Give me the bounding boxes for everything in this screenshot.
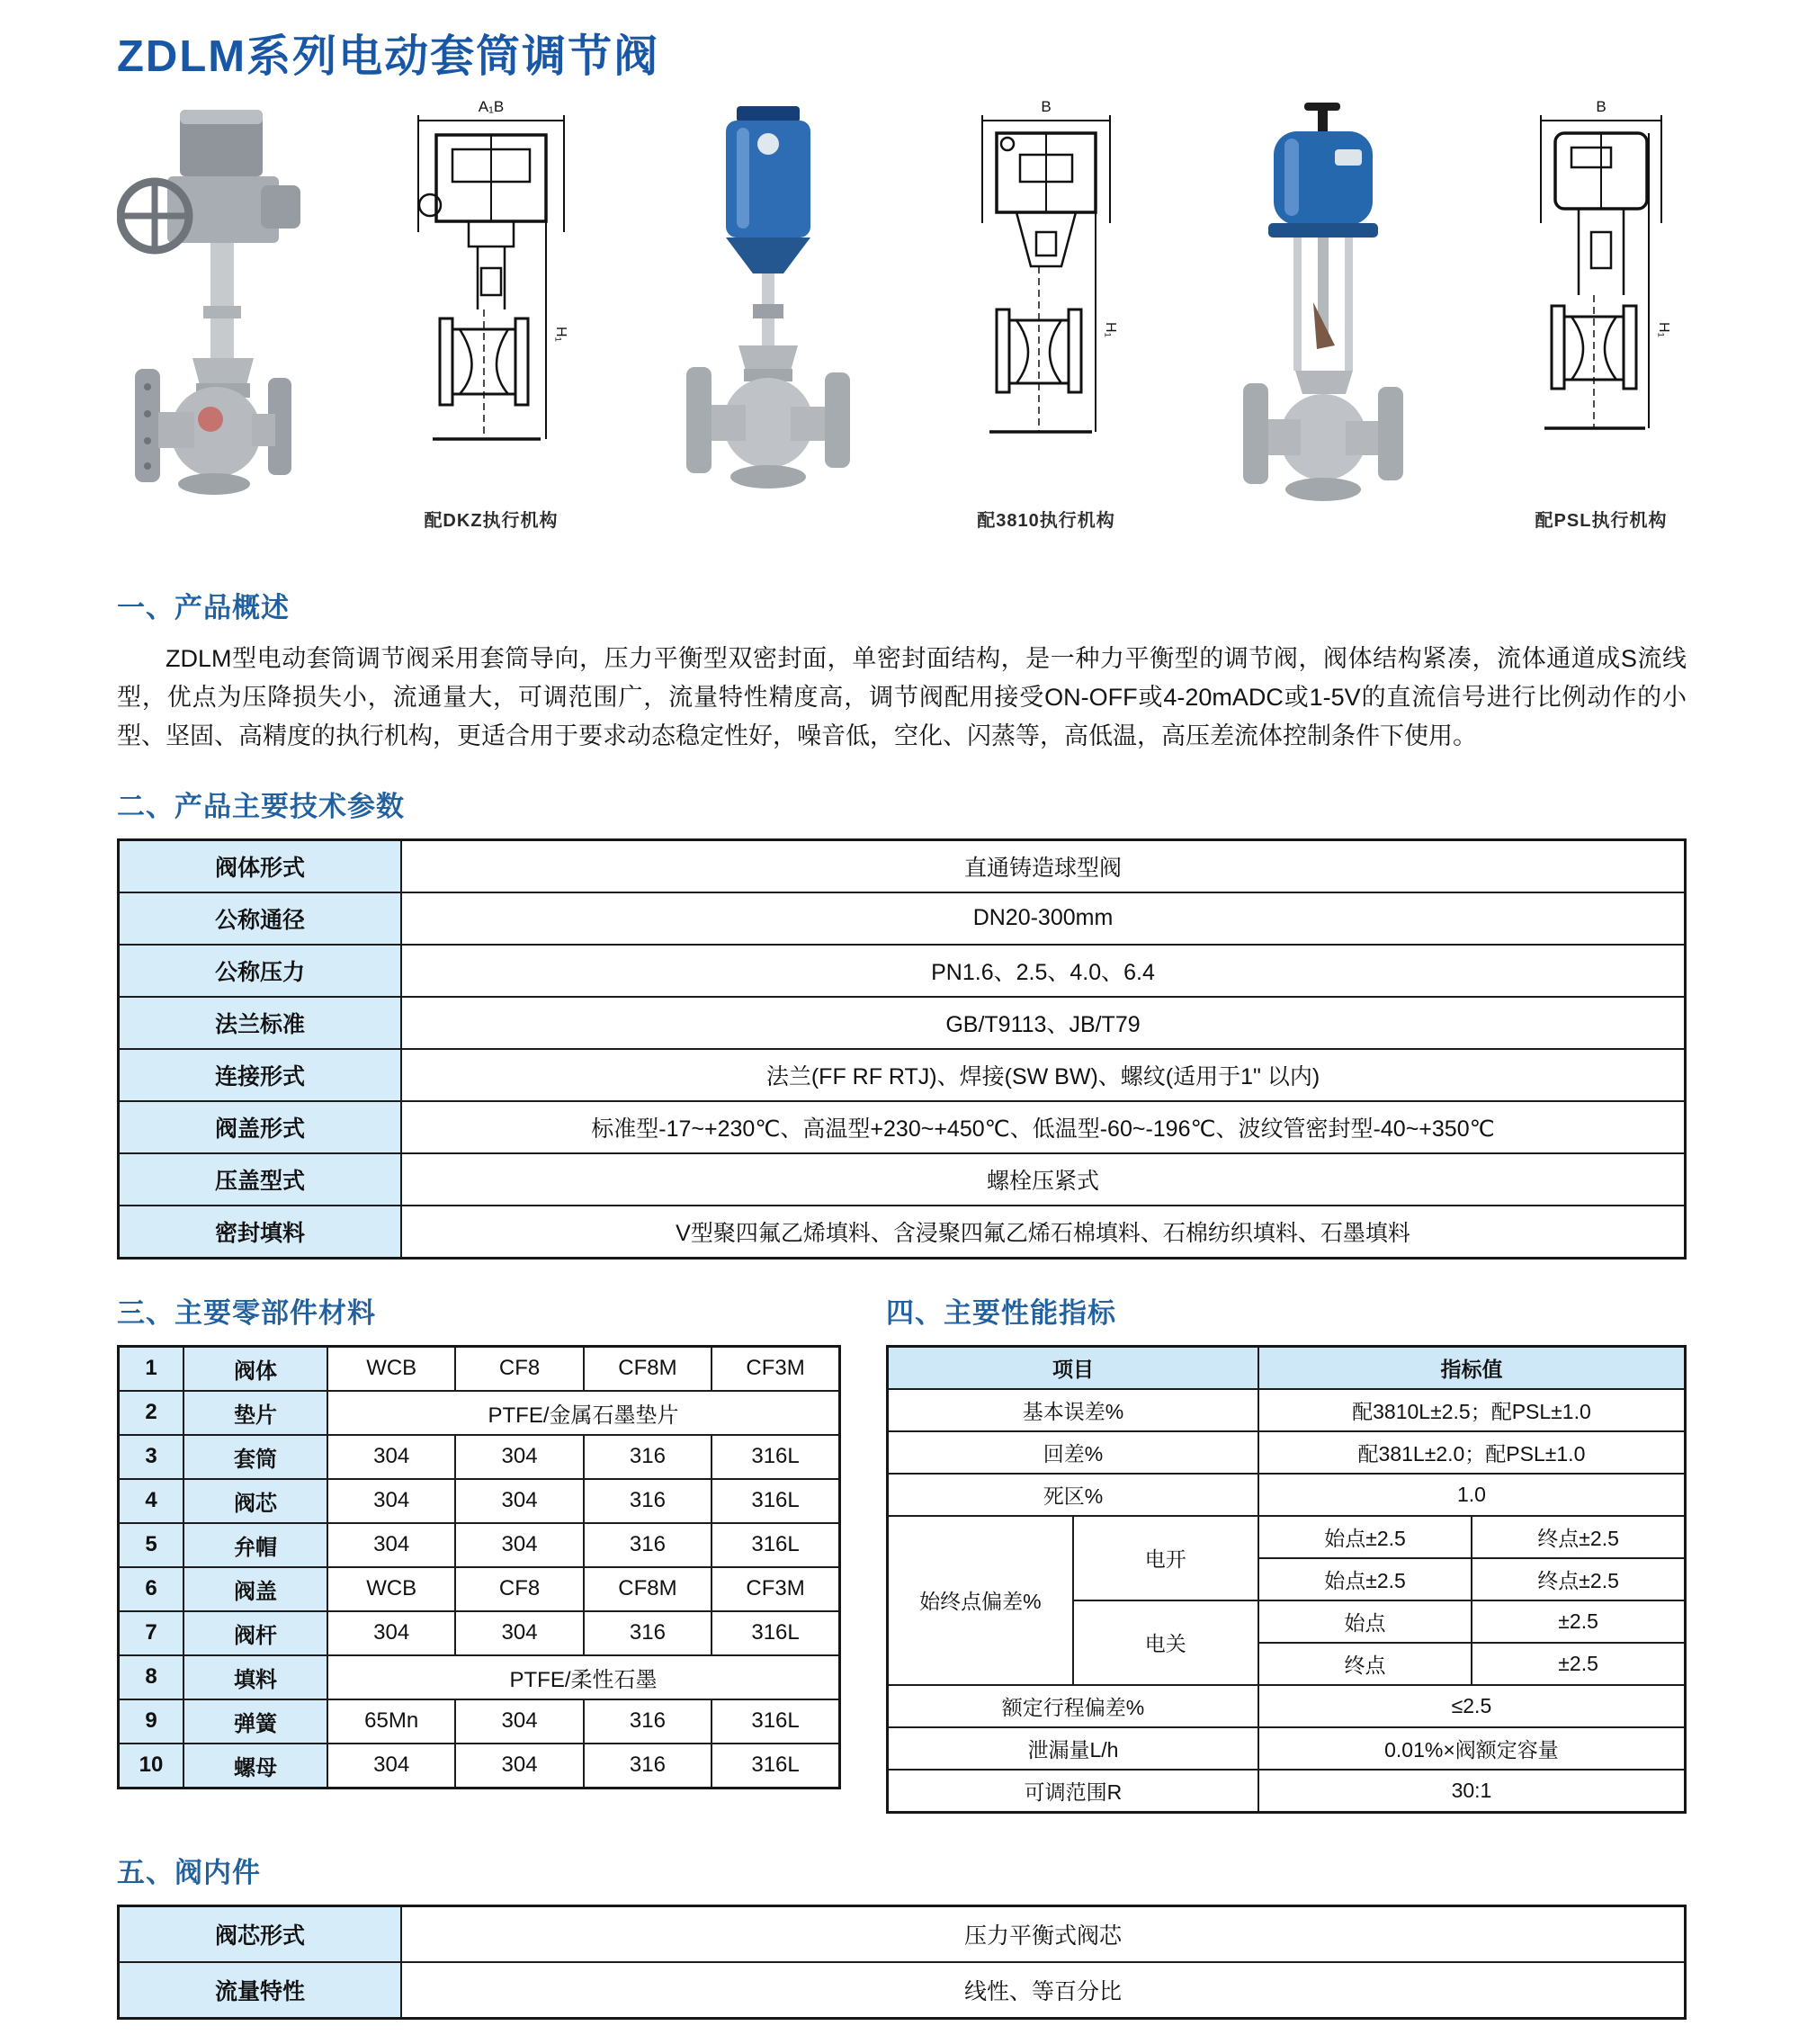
svg-text:B: B: [1041, 98, 1052, 115]
drawing-caption: 配DKZ执行机构: [424, 511, 559, 531]
material-cell: 304: [327, 1523, 455, 1567]
material-cell: WCB: [327, 1567, 455, 1611]
drawing-caption: 配PSL执行机构: [1535, 511, 1668, 531]
section-4-heading: 四、主要性能指标: [886, 1296, 1116, 1329]
table-row: [888, 1346, 1686, 1389]
perf-label-cell: 回差%: [888, 1431, 1258, 1474]
perf-label-cell: 泄漏量L/h: [888, 1727, 1258, 1770]
performance-table: [886, 1345, 1687, 1814]
table-row: [888, 1474, 1686, 1516]
table-row: [119, 1611, 840, 1655]
dimension-drawing-psl: [1516, 97, 1687, 532]
table-row: [888, 1727, 1686, 1770]
internal-value-cell: 线性、等百分比: [401, 1962, 1686, 2019]
material-name-cell: 弁帽: [183, 1523, 327, 1567]
material-name-cell: 螺母: [183, 1744, 327, 1788]
table-row: [888, 1389, 1686, 1431]
material-no-cell: 8: [119, 1655, 184, 1699]
perf-value-cell: 1.0: [1258, 1474, 1686, 1516]
material-cell: 304: [455, 1744, 583, 1788]
material-no-cell: 6: [119, 1567, 184, 1611]
perf-value-cell: 终点±2.5: [1472, 1558, 1685, 1600]
material-no-cell: 7: [119, 1611, 184, 1655]
internal-label-cell: 流量特性: [119, 1962, 402, 2019]
table-row: [119, 1905, 1686, 1962]
param-label-cell: 公称通径: [119, 892, 402, 945]
table-row: [119, 1101, 1686, 1153]
materials-table: [117, 1345, 841, 1789]
perf-value-cell: ±2.5: [1472, 1643, 1685, 1685]
table-row: [119, 1962, 1686, 2019]
param-label-cell: 法兰标准: [119, 997, 402, 1049]
material-cell: 304: [455, 1435, 583, 1479]
perf-sub-cell: 始点±2.5: [1258, 1516, 1472, 1558]
perf-label-cell: 可调范围R: [888, 1770, 1258, 1813]
material-no-cell: 5: [119, 1523, 184, 1567]
material-cell: 316L: [712, 1523, 839, 1567]
material-name-cell: 填料: [183, 1655, 327, 1699]
material-cell: 316L: [712, 1744, 839, 1788]
table-row: [119, 892, 1686, 945]
param-value-cell: 螺栓压紧式: [401, 1153, 1686, 1206]
valve-photo-dkz-image: [117, 97, 310, 527]
table-row: [119, 997, 1686, 1049]
param-label-cell: 压盖型式: [119, 1153, 402, 1206]
perf-value-cell: 30:1: [1258, 1770, 1686, 1813]
valve-photo-dkz: [117, 97, 310, 527]
material-cell: 316L: [712, 1611, 839, 1655]
material-name-cell: 阀体: [183, 1346, 327, 1391]
perf-close-label-cell: 电关: [1073, 1600, 1258, 1685]
table-row: [119, 1699, 840, 1744]
material-no-cell: 2: [119, 1391, 184, 1435]
svg-text:H₁: H₁: [1103, 322, 1118, 337]
internal-label-cell: 阀芯形式: [119, 1905, 402, 1962]
material-cell: 316: [584, 1611, 712, 1655]
table-row: [119, 1523, 840, 1567]
section-5-heading: 五、阀内件: [117, 1856, 261, 1888]
dimension-drawing-psl-image: [1516, 97, 1687, 502]
material-cell: CF8M: [584, 1346, 712, 1391]
material-cell: 316L: [712, 1699, 839, 1744]
material-no-cell: 10: [119, 1744, 184, 1788]
internal-value-cell: 压力平衡式阀芯: [401, 1905, 1686, 1962]
table-row: [119, 1435, 840, 1479]
material-cell: 316: [584, 1699, 712, 1744]
perf-value-cell: 配381L±2.0；配PSL±1.0: [1258, 1431, 1686, 1474]
svg-text:B: B: [1596, 98, 1607, 115]
material-cell: CF8M: [584, 1567, 712, 1611]
param-value-cell: PN1.6、2.5、4.0、6.4: [401, 945, 1686, 997]
material-cell: 304: [327, 1611, 455, 1655]
material-cell: 304: [327, 1435, 455, 1479]
table-row: [119, 1479, 840, 1523]
product-overview-paragraph: ZDLM型电动套筒调节阀采用套筒导向，压力平衡型双密封面，单密封面结构，是一种力平衡型的调节阀，阀体结构紧凑，流体通道成S流线型，优点为压降损失小，流通量大，可调范围广，流量特性精度高，调节阀配用接受ON-OFF或4-20mADC或1-5V的直流信号进行比例动作的小型、坚固、高精度的执行机构，更适合用于要求动态稳定性好，噪音低，空化、闪蒸等，高低温，高压差流体控制条件下使用。: [117, 645, 1687, 750]
param-value-cell: 法兰(FF RF RTJ)、焊接(SW BW)、螺纹(适用于1" 以内): [401, 1049, 1686, 1101]
material-cell: WCB: [327, 1346, 455, 1391]
svg-text:H₁: H₁: [1656, 322, 1671, 337]
material-cell: 316L: [712, 1479, 839, 1523]
table-row: [888, 1516, 1686, 1558]
perf-deviation-label-cell: 始终点偏差%: [888, 1516, 1073, 1685]
material-cell: 304: [327, 1479, 455, 1523]
table-row: [888, 1770, 1686, 1813]
material-no-cell: 3: [119, 1435, 184, 1479]
internals-table: [117, 1905, 1687, 2020]
perf-value-cell: ≤2.5: [1258, 1685, 1686, 1727]
perf-open-label-cell: 电开: [1073, 1516, 1258, 1600]
material-cell: CF3M: [712, 1346, 839, 1391]
param-value-cell: 标准型-17~+230℃、高温型+230~+450℃、低温型-60~-196℃、波纹管密封型-40~+350℃: [401, 1101, 1686, 1153]
table-row: [119, 1206, 1686, 1259]
valve-photo-3810: [672, 97, 865, 527]
table-row: [119, 839, 1686, 892]
perf-value-cell: 终点±2.5: [1472, 1516, 1685, 1558]
table-row: [119, 1049, 1686, 1101]
drawing-caption: 配3810执行机构: [977, 511, 1115, 531]
svg-text:A₁B: A₁B: [478, 98, 505, 115]
param-value-cell: DN20-300mm: [401, 892, 1686, 945]
material-cell: 304: [327, 1744, 455, 1788]
param-label-cell: 阀盖形式: [119, 1101, 402, 1153]
product-gallery: [117, 97, 1687, 558]
perf-sub-cell: 终点: [1258, 1643, 1472, 1685]
param-value-cell: V型聚四氟乙烯填料、含浸聚四氟乙烯石棉填料、石棉纺织填料、石墨填料: [401, 1206, 1686, 1259]
perf-value-cell: 配3810L±2.5；配PSL±1.0: [1258, 1389, 1686, 1431]
table-row: [119, 1391, 840, 1435]
dimension-drawing-dkz-image: [406, 97, 577, 502]
table-row: [888, 1685, 1686, 1727]
table-row: [119, 1655, 840, 1699]
table-row: [119, 1744, 840, 1788]
material-cell: CF8: [455, 1346, 583, 1391]
table-row: [119, 1567, 840, 1611]
svg-text:H₁: H₁: [553, 327, 568, 342]
material-cell: 316: [584, 1523, 712, 1567]
material-name-cell: 垫片: [183, 1391, 327, 1435]
param-label-cell: 阀体形式: [119, 839, 402, 892]
material-cell: PTFE/金属石墨垫片: [327, 1391, 840, 1435]
material-cell: 316: [584, 1435, 712, 1479]
section-3-heading: 三、主要零部件材料: [117, 1296, 376, 1329]
valve-photo-psl-image: [1227, 97, 1420, 527]
perf-label-cell: 基本误差%: [888, 1389, 1258, 1431]
material-cell: 304: [455, 1479, 583, 1523]
valve-photo-3810-image: [672, 97, 865, 527]
material-cell: 316: [584, 1744, 712, 1788]
dimension-drawing-3810-image: [961, 97, 1132, 502]
param-label-cell: 连接形式: [119, 1049, 402, 1101]
perf-value-cell: ±2.5: [1472, 1600, 1685, 1643]
table-row: [119, 945, 1686, 997]
material-cell: 304: [455, 1523, 583, 1567]
table-row: [119, 1153, 1686, 1206]
material-cell: 304: [455, 1611, 583, 1655]
technical-parameters-table: [117, 838, 1687, 1260]
material-cell: 304: [455, 1699, 583, 1744]
dimension-drawing-dkz: [406, 97, 577, 532]
perf-label-cell: 额定行程偏差%: [888, 1685, 1258, 1727]
section-1-heading: 一、产品概述: [117, 592, 290, 623]
material-name-cell: 套筒: [183, 1435, 327, 1479]
material-cell: CF8: [455, 1567, 583, 1611]
material-cell: CF3M: [712, 1567, 839, 1611]
perf-value-header: 指标值: [1258, 1346, 1686, 1389]
material-no-cell: 9: [119, 1699, 184, 1744]
material-cell: 316L: [712, 1435, 839, 1479]
material-cell: 65Mn: [327, 1699, 455, 1744]
material-no-cell: 4: [119, 1479, 184, 1523]
perf-value-cell: 0.01%×阀额定容量: [1258, 1727, 1686, 1770]
table-row: [119, 1346, 840, 1391]
material-name-cell: 阀杆: [183, 1611, 327, 1655]
perf-label-cell: 死区%: [888, 1474, 1258, 1516]
material-name-cell: 弹簧: [183, 1699, 327, 1744]
param-value-cell: GB/T9113、JB/T79: [401, 997, 1686, 1049]
material-name-cell: 阀芯: [183, 1479, 327, 1523]
perf-item-header: 项目: [888, 1346, 1258, 1389]
material-no-cell: 1: [119, 1346, 184, 1391]
material-cell: 316: [584, 1479, 712, 1523]
page-title: ZDLM系列电动套筒调节阀: [117, 32, 660, 81]
dimension-drawing-3810: [961, 97, 1132, 532]
material-cell: PTFE/柔性石墨: [327, 1655, 840, 1699]
table-row: [888, 1431, 1686, 1474]
material-name-cell: 阀盖: [183, 1567, 327, 1611]
perf-sub-cell: 始点: [1258, 1600, 1472, 1643]
valve-photo-psl: [1227, 97, 1420, 527]
perf-sub-cell: 始点±2.5: [1258, 1558, 1472, 1600]
param-label-cell: 公称压力: [119, 945, 402, 997]
param-value-cell: 直通铸造球型阀: [401, 839, 1686, 892]
section-2-heading: 二、产品主要技术参数: [117, 790, 405, 822]
param-label-cell: 密封填料: [119, 1206, 402, 1259]
